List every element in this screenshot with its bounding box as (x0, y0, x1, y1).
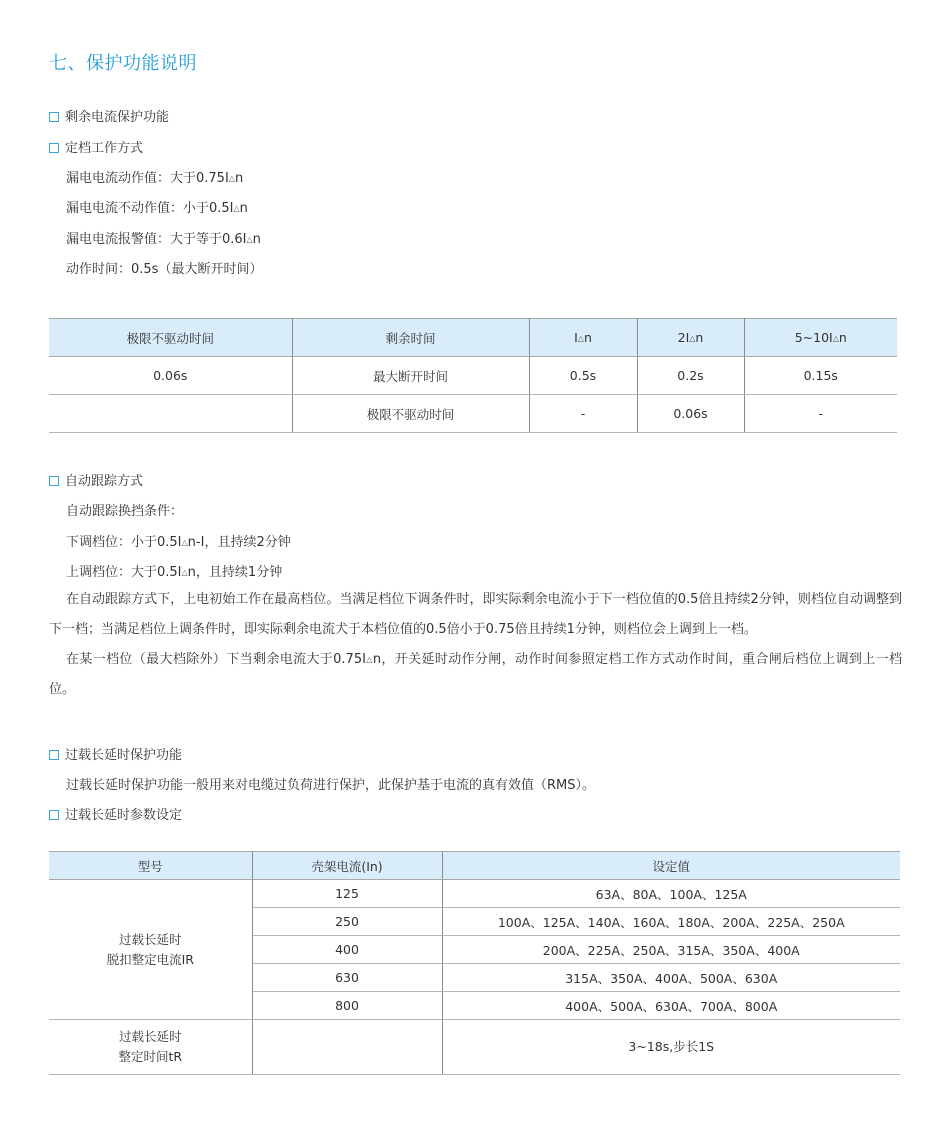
fixed-line-alarm (66, 228, 261, 247)
checkbox-icon (49, 750, 59, 760)
delta-icon: △ (233, 204, 240, 213)
header-text: 5~10I (794, 330, 833, 345)
header-cell: 型号 (49, 852, 252, 880)
checkbox-icon (49, 112, 59, 122)
checkbox-icon (49, 810, 59, 820)
table-cell: 125 (252, 880, 442, 908)
table-cell: 250 (252, 908, 442, 936)
table-cell: - (744, 395, 897, 433)
table-cell (49, 395, 292, 433)
table-row (49, 357, 897, 395)
auto-line-up (66, 561, 282, 580)
overload-params-table (49, 851, 900, 1075)
heading-text: 定档工作方式 (65, 141, 144, 156)
table-cell: 100A、125A、140A、160A、180A、200A、225A、250A (442, 908, 900, 936)
header-suffix: n (583, 330, 592, 345)
heading-text: 自动跟踪方式 (65, 474, 144, 489)
heading-text: 过载长延时参数设定 (65, 808, 183, 823)
table-row (49, 1020, 900, 1075)
delta-icon: △ (365, 655, 373, 664)
fixed-line-time: 动作时间：0.5s（最大断开时间） (66, 262, 263, 277)
checkbox-icon (49, 476, 59, 486)
header-suffix: n (838, 330, 847, 345)
table-cell: 最大断开时间 (292, 357, 529, 395)
line-suffix: n (252, 232, 261, 247)
auto-paragraph-1: 在自动跟踪方式下，上电初始工作在最高档位。当满足档位下调条件时，即实际剩余电流小于下一档位值的0.5倍且持续2分钟，则档位自动调整到下一档；当满足档位上调条件时，即实际剩余电流犬于本档位值的0.5倍小于0.75倍且持续1分钟，则档位会上调到上一档。 (49, 592, 902, 637)
line-text: -I，且持续2分钟 (195, 535, 291, 550)
table-cell: 400 (252, 936, 442, 964)
delta-icon: △ (181, 538, 188, 547)
table-cell: 800 (252, 992, 442, 1020)
group-label-cell (49, 880, 252, 1020)
header-cell (529, 319, 637, 357)
table-cell: 200A、225A、250A、315A、350A、400A (442, 936, 900, 964)
header-cell: 剩余时间 (292, 319, 529, 357)
heading-residual (49, 106, 169, 125)
line-text: 漏电电流动作值：大于0.75I (66, 171, 229, 186)
group-label-line: 脱扣整定电流IR (106, 951, 194, 967)
header-text: I (574, 330, 578, 345)
auto-line-condition: 自动跟踪换挡条件： (66, 504, 184, 519)
table-cell: 0.15s (744, 357, 897, 395)
group-label-line: 过载长延时 (118, 931, 182, 947)
header-cell: 设定值 (442, 852, 900, 880)
header-cell: 极限不驱动时间 (49, 319, 292, 357)
group-label-line: 过载长延时 (118, 1029, 182, 1044)
table-header-row (49, 319, 897, 357)
table-cell: 630 (252, 964, 442, 992)
line-suffix: n (187, 535, 196, 550)
table-cell (252, 1020, 442, 1075)
header-cell (637, 319, 744, 357)
group-label-line: 整定时间tR (118, 1049, 183, 1064)
table-cell: 315A、350A、400A、500A、630A (442, 964, 900, 992)
line-suffix: n (187, 565, 196, 580)
paragraph-text: 在某一档位（最大档除外）下当剩余电流大于0.75I (66, 652, 366, 667)
fixed-line-action (66, 167, 243, 186)
table-cell: 0.2s (637, 357, 744, 395)
table-header-row (49, 852, 900, 880)
delta-icon: △ (181, 568, 188, 577)
heading-auto (49, 470, 143, 489)
delta-icon: △ (228, 174, 235, 183)
table-row (49, 880, 900, 908)
table-cell: 400A、500A、630A、700A、800A (442, 992, 900, 1020)
header-text: 2I (677, 330, 690, 345)
table-cell: 3~18s,步长1S (442, 1020, 900, 1075)
paragraph-text: n，开关延时动作分闸，动作时间参照定档工作方式动作时间，重合闸后档位上调到上一档位。 (49, 652, 902, 697)
auto-description (49, 585, 902, 705)
auto-line-down (66, 531, 291, 550)
line-text: 下调档位：小于0.5I (66, 535, 182, 550)
line-text: ，且持续1分钟 (195, 565, 283, 580)
line-text: 漏电电流不动作值：小于0.5I (66, 201, 234, 216)
heading-overload (49, 744, 182, 763)
overload-description: 过载长延时保护功能一般用来对电缆过负荷进行保护，此保护基于电流的真有效值（RMS）。 (66, 778, 596, 793)
table-row (49, 395, 897, 433)
header-cell: 壳架电流(In) (252, 852, 442, 880)
section-title: 七、保护功能说明 (49, 53, 197, 74)
delta-icon: △ (689, 334, 696, 343)
fixed-line-nonaction (66, 197, 248, 216)
line-suffix: n (239, 201, 248, 216)
table-cell: 0.06s (49, 357, 292, 395)
heading-fixed (49, 137, 143, 156)
header-suffix: n (695, 330, 704, 345)
heading-overload-params (49, 804, 182, 823)
header-cell (744, 319, 897, 357)
auto-paragraph-2 (49, 645, 902, 705)
table-cell: 63A、80A、100A、125A (442, 880, 900, 908)
table-cell: - (529, 395, 637, 433)
table-cell: 极限不驱动时间 (292, 395, 529, 433)
table-cell: 0.5s (529, 357, 637, 395)
group-label-cell (49, 1020, 252, 1075)
heading-text: 过载长延时保护功能 (65, 748, 183, 763)
line-text: 漏电电流报警值：大于等于0.6I (66, 232, 247, 247)
line-suffix: n (234, 171, 244, 186)
residual-time-table (49, 318, 897, 433)
delta-icon: △ (832, 334, 839, 343)
delta-icon: △ (577, 334, 584, 343)
delta-icon: △ (246, 235, 253, 244)
table-cell: 0.06s (637, 395, 744, 433)
line-text: 上调档位：大于0.5I (66, 565, 182, 580)
heading-text: 剩余电流保护功能 (65, 110, 170, 125)
checkbox-icon (49, 143, 59, 153)
